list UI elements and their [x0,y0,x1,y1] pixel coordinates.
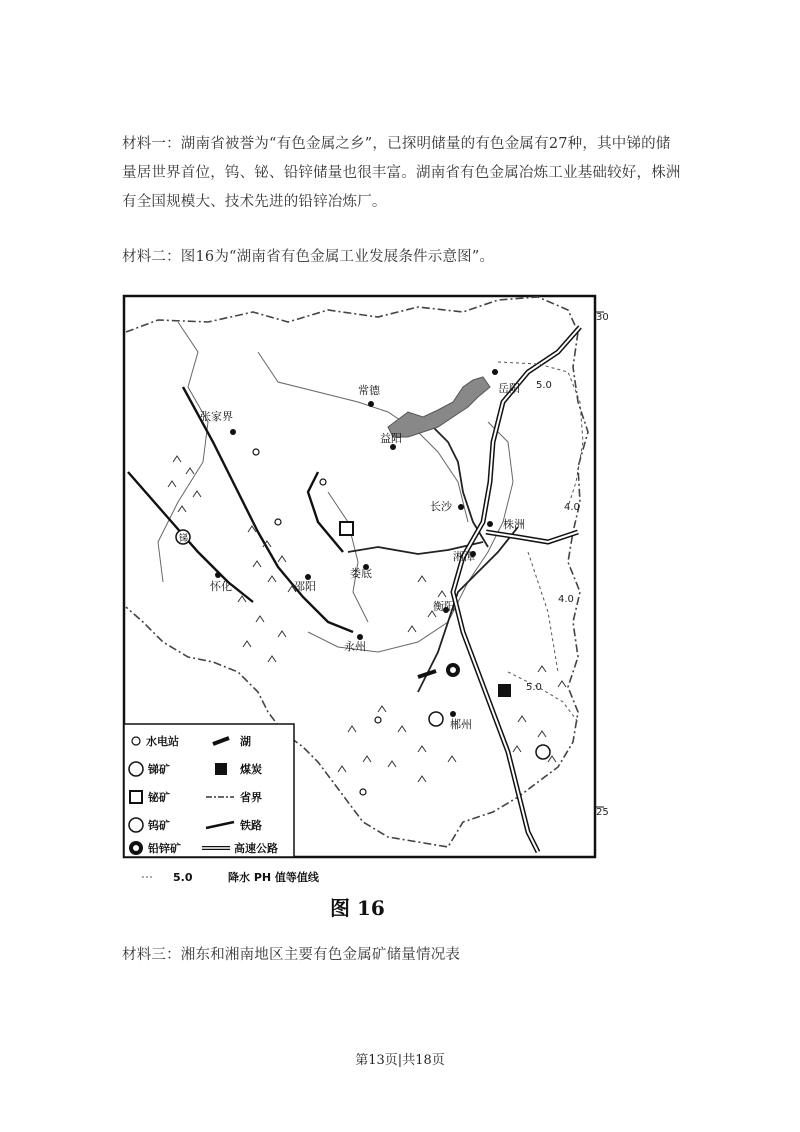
city-zhuzhou: 株洲 [503,518,525,531]
material-two-paragraph: 材料二：图16为“湖南省有色金属工业发展条件示意图”。 [122,249,495,265]
legend-railway: 铁路 [240,819,262,832]
svg-text:锑: 锑 [179,534,189,544]
legend-highway: 高速公路 [234,842,278,855]
legend-hydro: 水电站 [146,735,179,748]
legend-isoline-value: 5.0 [173,871,193,884]
material-three-paragraph: 材料三：湘东和湘南地区主要有色金属矿储量情况表 [122,947,461,963]
city-yongzhou: 永州 [344,640,366,653]
city-changsha: 长沙 [430,500,452,513]
hunan-map-figure [118,292,609,922]
legend-antimony: 锑矿 [148,763,170,776]
legend-border: 省界 [240,791,262,804]
city-huaihua: 怀化 [210,580,232,593]
city-shaoyang: 邵阳 [294,580,316,593]
city-yiyang: 益阳 [380,432,402,445]
page-footer: 第13页|共18页 [355,1053,445,1068]
legend-bismuth: 铋矿 [148,791,170,804]
isoline-value-4-east: 4.0 [564,502,580,513]
latitude-30: 30 [596,312,609,323]
isoline-value-4-southeast: 4.0 [558,594,574,605]
city-loudi: 娄底 [350,567,372,580]
city-changde: 常德 [358,384,380,397]
hunan-map [118,292,609,922]
isoline-value-5-north: 5.0 [536,380,552,391]
city-xiangtan: 湘潭 [453,550,475,563]
city-zhangjiajie: 张家界 [200,410,233,423]
city-yueyang: 岳阳 [498,382,520,395]
latitude-25: 25 [596,807,609,818]
legend-lake: 湖 [240,735,251,748]
legend-leadzinc: 铅锌矿 [148,842,181,855]
figure-caption: 图 16 [330,896,385,920]
legend-isoline: 降水 PH 值等值线 [228,871,319,884]
legend-tungsten: 钨矿 [148,819,170,832]
isoline-value-5-south: 5.0 [526,682,542,693]
city-chenzhou: 郴州 [450,718,472,731]
legend-coal: 煤炭 [240,763,262,776]
material-one-paragraph: 材料一：湖南省被誉为“有色金属之乡”，已探明储量的有色金属有27种，其中锑的储量居世界首位，钨、铋、铅锌储量也很丰富。湖南省有色金属冶炼工业基础较好，株洲有全国规模大、技术先进的铅锌冶炼厂。 [122,136,681,210]
city-hengyang: 衡阳 [433,600,455,613]
